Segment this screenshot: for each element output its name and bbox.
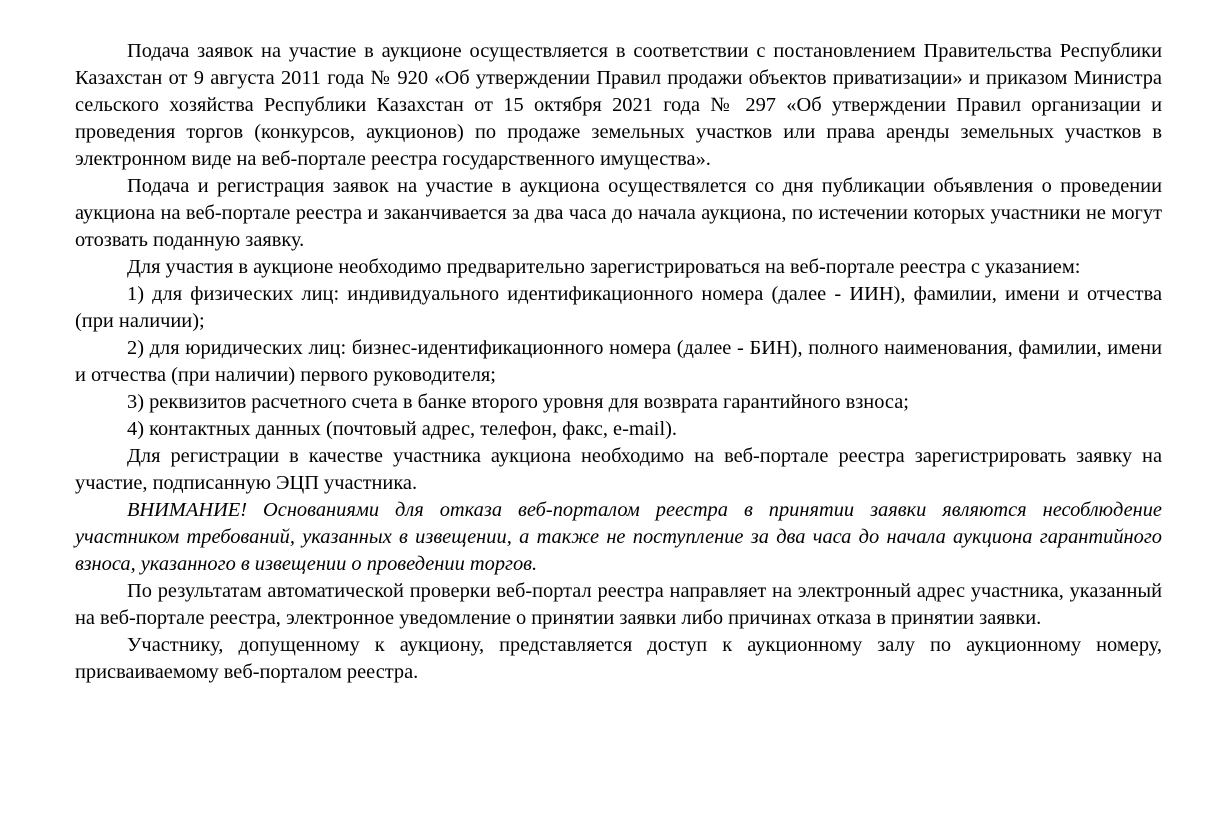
list-item-individuals: 1) для физических лиц: индивидуального идентификационного номера (далее - ИИН), фамилии, имени и отчества (при наличии); bbox=[75, 283, 1162, 332]
paragraph-submission-period: Подача и регистрация заявок на участие в аукциона осуществялется со дня публикации объявления о проведении аукциона на веб-портале реестра и заканчивается за два часа до начала аукциона, по истечении которых участники не могут отозвать поданную заявку. bbox=[75, 175, 1162, 251]
list-item-legal-entities: 2) для юридических лиц: бизнес-идентификационного номера (далее - БИН), полного наименования, фамилии, имени и отчества (при наличии) первого руководителя; bbox=[75, 337, 1162, 386]
paragraph-verification-result: По результатам автоматической проверки веб-портал реестра направляет на электронный адрес участника, указанный на веб-портале реестра, электронное уведомление о принятии заявки либо причинах отказа в принятии заявки. bbox=[75, 580, 1162, 629]
paragraph-registration-intro: Для участия в аукционе необходимо предварительно зарегистрироваться на веб-портале реестра с указанием: bbox=[127, 256, 1081, 278]
paragraph-attention-warning: ВНИМАНИЕ! Основаниями для отказа веб-порталом реестра в принятии заявки являются несоблюдение участником требований, указанных в извещении, а также не поступление за два часа до начала аукциона гарантийного взноса, указанного в извещении о проведении торгов. bbox=[75, 499, 1162, 575]
paragraph-submission-basis: Подача заявок на участие в аукционе осуществляется в соответствии с постановлением Правительства Республики Казахстан от 9 августа 2011 года № 920 «Об утверждении Правил продажи объектов приватизации» и приказом Министра сельского хозяйства Республики Казахстан от 15 октября 2021 года № 297 «Об утверждении Правил организации и проведения торгов (конкурсов, аукционов) по продаже земельных участков или права аренды земельных участков в электронном виде на веб-портале реестра государственного имущества». bbox=[75, 40, 1162, 170]
paragraph-application-registration: Для регистрации в качестве участника аукциона необходимо на веб-портале реестра зарегистрировать заявку на участие, подписанную ЭЦП участника. bbox=[75, 445, 1162, 494]
list-item-contact-details: 4) контактных данных (почтовый адрес, телефон, факс, e-mail). bbox=[127, 418, 678, 440]
paragraph-auction-access: Участнику, допущенному к аукциону, представляется доступ к аукционному залу по аукционному номеру, присваиваемому веб-порталом реестра. bbox=[75, 634, 1162, 683]
document-body bbox=[75, 38, 1162, 686]
list-item-bank-details: 3) реквизитов расчетного счета в банке второго уровня для возврата гарантийного взноса; bbox=[127, 391, 909, 413]
